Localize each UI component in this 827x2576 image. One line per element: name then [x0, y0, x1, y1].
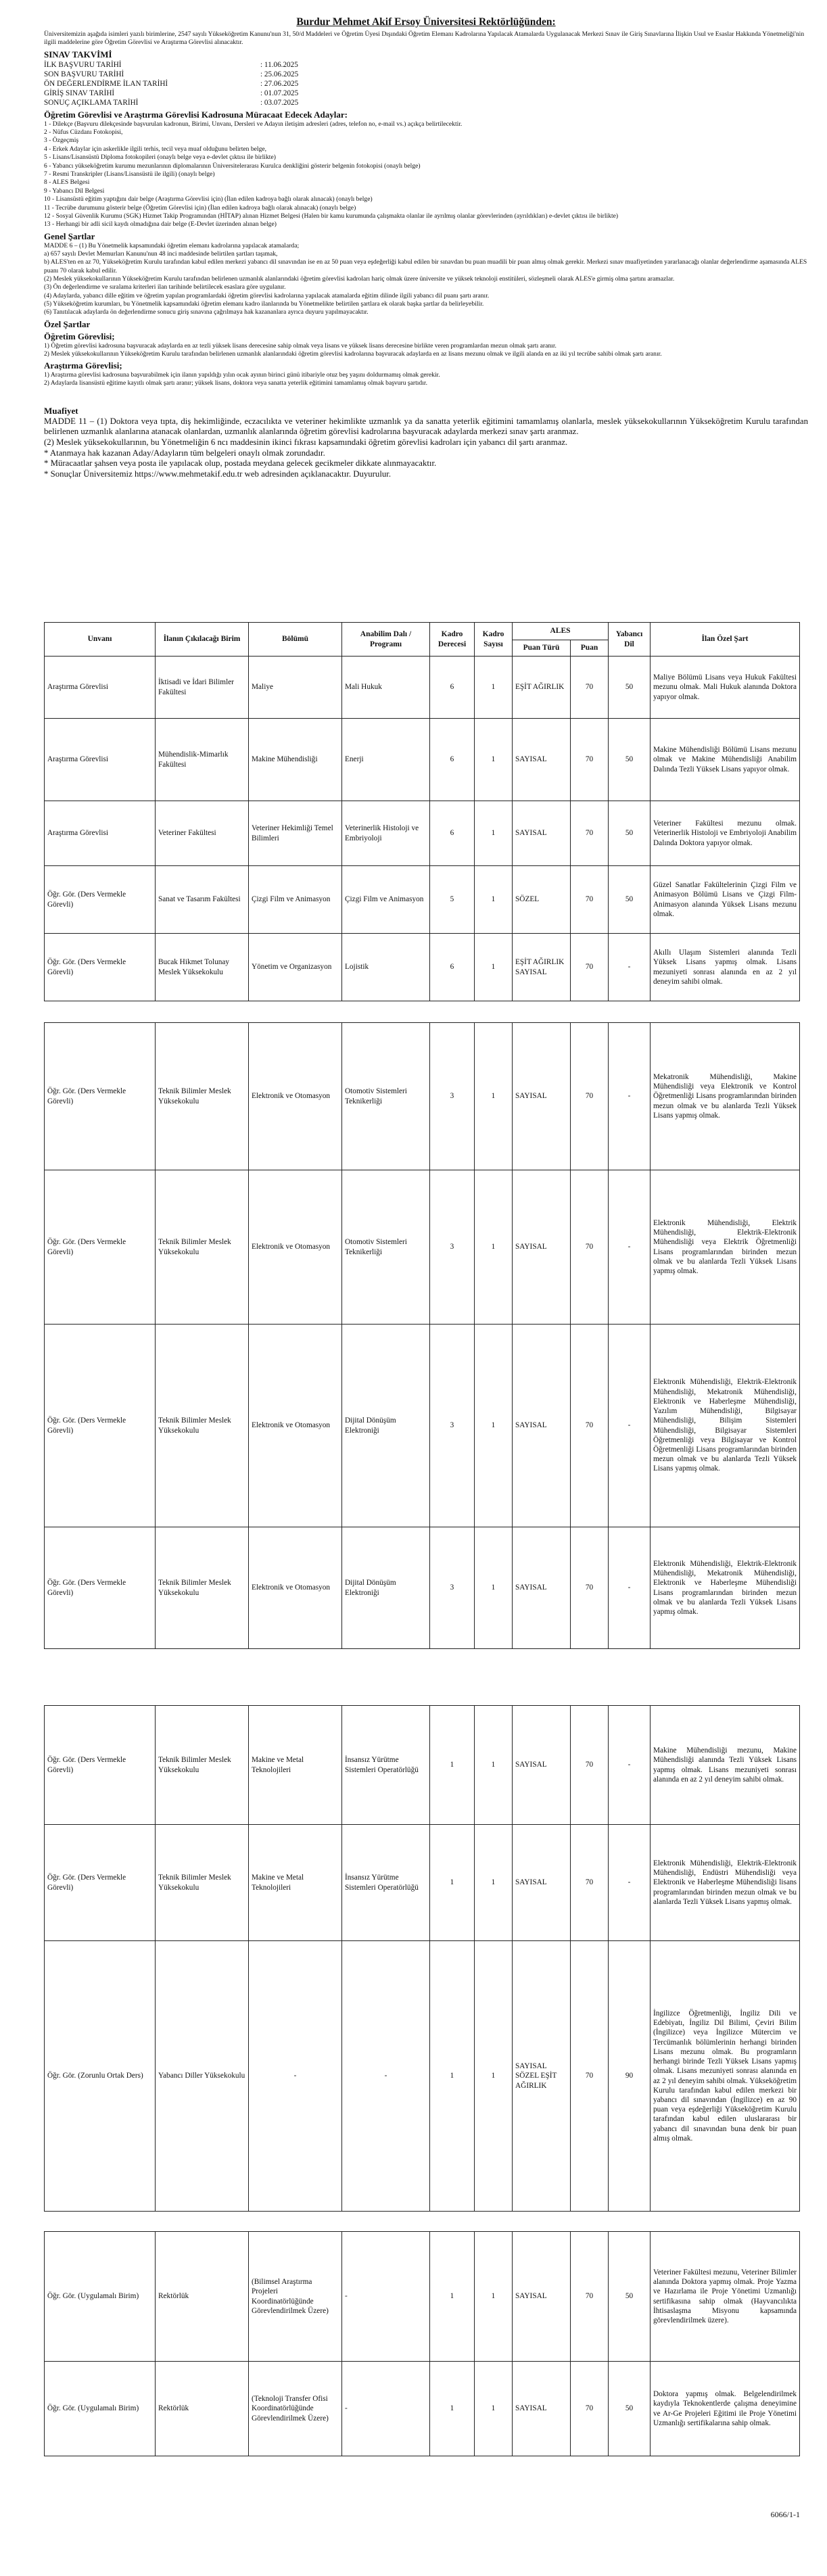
cell-department: Maliye — [249, 657, 342, 719]
cell-title: Öğr. Gör. (Zorunlu Ortak Ders) — [45, 1941, 156, 2212]
document-item: 11 - Tecrübe durumunu gösterir belge (Öğretim Görevlisi için) (İlan edilen kadroya bağlı olarak alınacak) (onaylı belge) — [44, 204, 356, 212]
general-paragraph: (4) Adaylarda, yabancı dille eğitim ve öğretim yapılan programlardaki öğretim görevlisi kadrolarına yapılacak atamalarda eğitim dilinde ilgili yabancı dil puanı şartı aranır. — [44, 291, 490, 300]
cell-special-condition: Elektronik Mühendisliği, Elektrik-Elektronik Mühendisliği, Mekatronik Mühendisliği, Elektronik ve Haberleşme Mühendisliği, Yazılım Mühendisliği, Bilgisayar Mühendisliği, Bilişim Sistemleri Mühendisliği, Bilgisayar Sistemleri Öğretmenliği veya Bilgisayar ve Kontrol Öğretmenliği Lisans programlarından birinden mezun olmak ve bu alanlarda Tezli Yüksek Lisans yapmış olmak. — [651, 1325, 800, 1527]
cell-unit: Bucak Hikmet Tolunay Meslek Yüksekokulu — [156, 934, 249, 1001]
cell-unit: Veteriner Fakültesi — [156, 801, 249, 866]
note-line: * Müracaatlar şahsen veya posta ile yapılacak olup, postada meydana gelecek gecikmeler dikkate alınmayacaktır. — [44, 458, 437, 469]
cell-department: Elektronik ve Otomasyon — [249, 1170, 342, 1325]
special-paragraph: 1) Araştırma görevlisi kadrosuna başvurabilmek için ilanın yapıldığı yılın ocak ayının birinci günü itibariyle otuz beş yaşını doldurmamış olmak gerekir. — [44, 371, 440, 379]
positions-table-3 — [44, 1705, 800, 2212]
calendar-date: : 27.06.2025 — [260, 79, 299, 88]
cell-score-type: EŞİT AĞIRLIK SAYISAL — [513, 934, 571, 1001]
header-unit: İlanın Çıkılacağı Birim — [156, 623, 249, 657]
special-paragraph: 1) Öğretim görevlisi kadrosuna başvuracak adaylarda en az tezli yüksek lisans derecesine sahip olmak veya lisans ve yüksek lisans derecesine birlikte veren programlardan mezun olmak şartı aranır. — [44, 341, 557, 350]
cell-unit: Teknik Bilimler Meslek Yüksekokulu — [156, 1527, 249, 1649]
document-item: 10 - Lisansüstü eğitim yaptığını dair belge (Araştırma Görevlisi için) (İlan edilen kadroya bağlı olarak alınacak) (onaylı belge) — [44, 195, 373, 204]
document-item: 7 - Resmi Transkripler (Lisans/Lisansüstü ile ilgili) (onaylı belge) — [44, 170, 215, 178]
cell-program: Dijital Dönüşüm Elektroniği — [342, 1527, 430, 1649]
cell-department: (Bilimsel Araştırma Projeleri Koordinatörlüğünde Görevlendirilmek Üzere) — [249, 2232, 342, 2362]
cell-score: 70 — [571, 801, 609, 866]
cell-language: - — [609, 1170, 651, 1325]
cell-score-type: SAYISAL — [513, 2232, 571, 2362]
cell-score: 70 — [571, 1825, 609, 1941]
document-item: 2 - Nüfus Cüzdanı Fotokopisi, — [44, 128, 123, 136]
cell-degree: 6 — [430, 719, 475, 801]
calendar-date: : 25.06.2025 — [260, 70, 299, 78]
cell-title: Öğr. Gör. (Ders Vermekle Görevli) — [45, 1170, 156, 1325]
lecturer-subheading: Öğretim Görevlisi; — [44, 331, 115, 341]
calendar-label: ÖN DEĞERLENDİRME İLAN TARİHİ — [44, 79, 168, 88]
cell-degree: 3 — [430, 1170, 475, 1325]
calendar-date: : 03.07.2025 — [260, 98, 299, 107]
lecturer-conditions — [44, 342, 808, 359]
cell-program: Enerji — [342, 719, 430, 801]
general-paragraph: a) 657 sayılı Devlet Memurları Kanunu'nun 48 inci maddesinde belirtilen şartları taşımak, — [44, 250, 278, 258]
cell-degree: 6 — [430, 934, 475, 1001]
document-item: 12 - Sosyal Güvenlik Kurumu (SGK) Hizmet Takip Programından (HİTAP) alınan Hizmet Belgesi (Halen bir kamu kurumunda çalışmakta olanlar ile ayrılmış olanlar görevlerinden (ayrıldıkları) e-devlet çıktısı ile birlikte) — [44, 212, 619, 220]
general-paragraph: (6) Tanıtılacak adaylarda ön değerlendirme sonucu giriş sınavına çağrılmaya hak kazananlara ayrıca duyuru yapılmayacaktır. — [44, 308, 369, 316]
table-row — [45, 1941, 800, 2212]
table-row — [45, 719, 800, 801]
cell-special-condition: Maliye Bölümü Lisans veya Hukuk Fakültesi mezunu olmak. Mali Hukuk alanında Doktora yapıyor olmak. — [651, 657, 800, 719]
cell-program: Çizgi Film ve Animasyon — [342, 866, 430, 934]
general-paragraph: (5) Yükseköğretim kurumları, bu Yönetmelik kapsamındaki öğretim elemanı kadro ilanlarında bu Yönetmelikte belirtilen şartlara ek olarak başka şartlar da belirleyebilir. — [44, 300, 484, 308]
table-row — [45, 801, 800, 866]
cell-score-type: SAYISAL — [513, 1527, 571, 1649]
cell-unit: Sanat ve Tasarım Fakültesi — [156, 866, 249, 934]
header-title: Unvanı — [45, 623, 156, 657]
cell-program: - — [342, 2232, 430, 2362]
research-assistant-conditions — [44, 371, 808, 388]
cell-special-condition: Elektronik Mühendisliği, Elektrik-Elektronik Mühendisliği, Endüstri Mühendisliği veya Elektronik ve Haberleşme Mühendisliği lisans programlarından birinden mezun olmak ve bu alanlarda Tezli Yüksek Lisans yapmış olmak. — [651, 1825, 800, 1941]
cell-department: (Teknoloji Transfer Ofisi Koordinatörlüğünde Görevlendirilmek Üzere) — [249, 2362, 342, 2456]
document-item: 6 - Yabancı yükseköğretim kurumu mezunlarının diplomalarının Üniversitelerarası Kurulca denkliğini gösterir belgenin fotokopisi (onaylı belge) — [44, 162, 421, 170]
calendar-row — [44, 79, 808, 89]
cell-degree: 6 — [430, 801, 475, 866]
cell-count: 1 — [475, 1170, 513, 1325]
cell-department: Elektronik ve Otomasyon — [249, 1325, 342, 1527]
cell-title: Öğr. Gör. (Uygulamalı Birim) — [45, 2362, 156, 2456]
positions-table-1 — [44, 622, 800, 1001]
cell-program: Mali Hukuk — [342, 657, 430, 719]
page-title: Burdur Mehmet Akif Ersoy Üniversitesi Rektörlüğünden: — [296, 16, 556, 28]
header-count: Kadro Sayısı — [475, 623, 513, 657]
calendar-label: GİRİŞ SINAV TARİHİ — [44, 89, 115, 97]
cell-score-type: SAYISAL — [513, 1706, 571, 1825]
cell-special-condition: Akıllı Ulaşım Sistemleri alanında Tezli Yüksek Lisans yapmış olmak. Lisans mezuniyeti sonrası alanında en az 2 yıl deneyim sahibi olmak. — [651, 934, 800, 1001]
general-conditions — [44, 242, 808, 317]
calendar-row — [44, 89, 808, 98]
cell-unit: Yabancı Diller Yüksekokulu — [156, 1941, 249, 2212]
cell-unit: Teknik Bilimler Meslek Yüksekokulu — [156, 1325, 249, 1527]
cell-degree: 3 — [430, 1023, 475, 1170]
cell-language: - — [609, 1023, 651, 1170]
cell-count: 1 — [475, 1023, 513, 1170]
cell-title: Araştırma Görevlisi — [45, 801, 156, 866]
cell-degree: 6 — [430, 657, 475, 719]
cell-department: - — [249, 1941, 342, 2212]
calendar-label: İLK BAŞVURU TARİHİ — [44, 60, 122, 69]
cell-department: Makine ve Metal Teknolojileri — [249, 1706, 342, 1825]
header-department: Bölümü — [249, 623, 342, 657]
cell-title: Öğr. Gör. (Ders Vermekle Görevli) — [45, 1325, 156, 1527]
cell-score: 70 — [571, 719, 609, 801]
cell-count: 1 — [475, 2232, 513, 2362]
calendar-heading: SINAV TAKVİMİ — [44, 49, 112, 59]
document-item: 4 - Erkek Adaylar için askerlikle ilgili terhis, tecil veya muaf olduğunu belirten belge, — [44, 145, 267, 153]
cell-score: 70 — [571, 1941, 609, 2212]
document-item: 13 - Herhangi bir adli sicil kaydı olmadığına dair belge (E-Devlet üzerinden alınan belge) — [44, 220, 277, 229]
cell-score-type: SAYISAL — [513, 1825, 571, 1941]
cell-department: Yönetim ve Organizasyon — [249, 934, 342, 1001]
exam-calendar — [44, 60, 808, 108]
cell-title: Öğr. Gör. (Ders Vermekle Görevli) — [45, 866, 156, 934]
cell-degree: 1 — [430, 1825, 475, 1941]
cell-score-type: EŞİT AĞIRLIK — [513, 657, 571, 719]
cell-degree: 1 — [430, 2232, 475, 2362]
exemption-paragraph: MADDE 11 – (1) Doktora veya tıpta, diş hekimliğinde, eczacılıkta ve veteriner hekimlikte uzmanlık ya da sanatta yeterlik eğitimini tamamlamış olanlarla, meslek yüksekokullarının Yükseköğretim Kurulu tarafından belirlenen uzmanlık alanlarına atanacak olanlardan, uzmanlık alanlarında öğretim görevlisi kadrolarına başvuracak adaylarda merkezi sınav şartı aranmaz. — [44, 416, 808, 437]
cell-unit: İktisadi ve İdari Bilimler Fakültesi — [156, 657, 249, 719]
cell-unit: Teknik Bilimler Meslek Yüksekokulu — [156, 1023, 249, 1170]
table-row — [45, 1527, 800, 1649]
header-score-type: Puan Türü — [513, 640, 571, 657]
cell-special-condition: Veteriner Fakültesi mezunu olmak. Veterinerlik Histoloji ve Embriyoloji Anabilim Dalında Doktora yapıyor olmak. — [651, 801, 800, 866]
cell-language: - — [609, 1527, 651, 1649]
note-line: * Sonuçlar Üniversitemiz https://www.mehmetakif.edu.tr web adresinden açıklanacaktır. Duyurulur. — [44, 469, 392, 479]
general-paragraph: (2) Meslek yüksekokullarının Yükseköğretim Kurulu tarafından belirlenen uzmanlık alanlarındaki öğretim görevlisi kadroları hariç olmak üzere üniversite ve yüksek teknoloji enstitüleri, sözleşmeli olarak ALES'e girmiş olma şartını aramazlar. — [44, 275, 675, 283]
table-row — [45, 1023, 800, 1170]
cell-department: Makine Mühendisliği — [249, 719, 342, 801]
cell-count: 1 — [475, 1706, 513, 1825]
cell-language: - — [609, 1706, 651, 1825]
document-item: 3 - Özgeçmiş — [44, 137, 79, 145]
cell-score: 70 — [571, 866, 609, 934]
cell-language: - — [609, 934, 651, 1001]
cell-program: İnsansız Yürütme Sistemleri Operatörlüğü — [342, 1706, 430, 1825]
cell-score: 70 — [571, 657, 609, 719]
cell-department: Çizgi Film ve Animasyon — [249, 866, 342, 934]
note-line: * Atanmaya hak kazanan Aday/Adayların tüm belgeleri onaylı olmak zorundadır. — [44, 448, 325, 458]
header-score: Puan — [571, 640, 609, 657]
cell-score: 70 — [571, 1325, 609, 1527]
cell-special-condition: Makine Mühendisliği mezunu, Makine Mühendisliği alanında Tezli Yüksek Lisans yapmış olmak. Lisans mezuniyeti sonrası alanında en az 2 yıl deneyim sahibi olmak. — [651, 1706, 800, 1825]
cell-score-type: SAYISAL — [513, 1325, 571, 1527]
cell-score: 70 — [571, 934, 609, 1001]
cell-special-condition: Mekatronik Mühendisliği, Makine Mühendisliği veya Elektronik ve Kontrol Öğretmenliği Lisans programlarından birinden mezun olmak ve bu alanlarda Tezli Yüksek Lisans yapmış olmak. — [651, 1023, 800, 1170]
research-assistant-subheading: Araştırma Görevlisi; — [44, 360, 122, 371]
cell-degree: 3 — [430, 1325, 475, 1527]
cell-program: Otomotiv Sistemleri Teknikerliği — [342, 1170, 430, 1325]
calendar-date: : 01.07.2025 — [260, 89, 299, 97]
special-conditions-heading: Özel Şartlar — [44, 318, 91, 329]
cell-score-type: SAYISAL SÖZEL EŞİT AĞIRLIK — [513, 1941, 571, 2212]
header-program: Anabilim Dalı / Programı — [342, 623, 430, 657]
calendar-label: SONUÇ AÇIKLAMA TARİHİ — [44, 98, 139, 107]
cell-title: Araştırma Görevlisi — [45, 719, 156, 801]
cell-program: Lojistik — [342, 934, 430, 1001]
cell-degree: 1 — [430, 1706, 475, 1825]
cell-language: 50 — [609, 2232, 651, 2362]
header-language: Yabancı Dil — [609, 623, 651, 657]
cell-program: Veterinerlik Histoloji ve Embriyoloji — [342, 801, 430, 866]
positions-table-2 — [44, 1022, 800, 1649]
table-row — [45, 657, 800, 719]
cell-title: Öğr. Gör. (Ders Vermekle Görevli) — [45, 934, 156, 1001]
exemption-section — [44, 416, 808, 480]
cell-special-condition: Doktora yapmış olmak. Belgelendirilmek kaydıyla Teknokentlerde çalışma deneyimine ve Ar-Ge Projeleri Eğitimi ile Proje Yönetimi Uzmanlığı sertifikalarına sahip olmak. — [651, 2362, 800, 2456]
cell-special-condition: Güzel Sanatlar Fakültelerinin Çizgi Film ve Animasyon Bölümü Lisans ve Çizgi Film-Animasyon alanında Yüksek Lisans mezunu olmak. — [651, 866, 800, 934]
calendar-row — [44, 70, 808, 79]
cell-language: - — [609, 1825, 651, 1941]
calendar-row — [44, 98, 808, 108]
cell-title: Öğr. Gör. (Ders Vermekle Görevli) — [45, 1706, 156, 1825]
documents-heading: Öğretim Görevlisi ve Araştırma Görevlisi Kadrosuna Müracaat Edecek Adaylar: — [44, 109, 348, 120]
general-paragraph: b) ALES'ten en az 70, Yükseköğretim Kurulu tarafından kabul edilen merkezi yabancı dil sınavından ise en az 50 puan veya eşdeğerliği kabul edilen bir sınavdan bu puan muadili bir puan almış olmak gerekir. Merkezi sınav muafiyetinden yararlanacağı olanlar değerlendirme aşamasında ALES puanı 70 olarak kabul edilir. — [44, 258, 807, 275]
cell-language: 90 — [609, 1941, 651, 2212]
cell-language: 50 — [609, 657, 651, 719]
cell-score: 70 — [571, 2362, 609, 2456]
cell-count: 1 — [475, 866, 513, 934]
cell-degree: 1 — [430, 1941, 475, 2212]
special-paragraph: 2) Adaylarda lisansüstü eğitime kayıtlı olmak şartı aranır; yüksek lisans, doktora veya sanatta yeterlik eğitimini tamamlamış olmak başvuru şartıdır. — [44, 379, 427, 387]
cell-program: İnsansız Yürütme Sistemleri Operatörlüğü — [342, 1825, 430, 1941]
header-degree: Kadro Derecesi — [430, 623, 475, 657]
cell-score: 70 — [571, 1023, 609, 1170]
cell-count: 1 — [475, 657, 513, 719]
required-documents-list — [44, 120, 808, 229]
table-row — [45, 1170, 800, 1325]
cell-department: Veteriner Hekimliği Temel Bilimleri — [249, 801, 342, 866]
document-code: 6066/1-1 — [770, 2510, 800, 2519]
cell-unit: Teknik Bilimler Meslek Yüksekokulu — [156, 1825, 249, 1941]
cell-department: Makine ve Metal Teknolojileri — [249, 1825, 342, 1941]
cell-special-condition: Veteriner Fakültesi mezunu, Veteriner Bilimler alanında Doktora yapmış olmak. Proje Yazma ve Hazırlama ile Proje Yönetimi Uzmanlığı sertifikasına sahip olmak (Hayvancılıkta İhtisaslaşma Misyonu kapsamında görevlendirilmek üzere). — [651, 2232, 800, 2362]
cell-degree: 1 — [430, 2362, 475, 2456]
positions-table-4 — [44, 2231, 800, 2456]
cell-department: Elektronik ve Otomasyon — [249, 1023, 342, 1170]
cell-score-type: SAYISAL — [513, 801, 571, 866]
cell-count: 1 — [475, 2362, 513, 2456]
cell-count: 1 — [475, 1941, 513, 2212]
cell-score-type: SAYISAL — [513, 1023, 571, 1170]
cell-score: 70 — [571, 1706, 609, 1825]
document-item: 1 - Dilekçe (Başvuru dilekçesinde başvurulan kadronun, Birimi, Unvanı, Dersleri ve Adayın iletişim adresleri (adres, telefon no, e-mail vs.) açıkça belirtilecektir. — [44, 120, 463, 128]
announcement-page — [44, 0, 808, 2576]
general-conditions-heading: Genel Şartlar — [44, 231, 95, 241]
intro-paragraph: Üniversitemizin aşağıda isimleri yazılı birimlerine, 2547 sayılı Yükseköğretim Kanunu'nun 31, 50/d Maddeleri ve Öğretim Üyesi Dışındaki Öğretim Elemanı Kadrolarına Yapılacak Atamalarda Uygulanacak Merkezi Sınav ile Giriş Sınavlarına İlişkin Usul ve Esaslar Hakkında Yönetmeliği'nin ilgili maddelerine göre Öğretim Görevlisi ve Araştırma Görevlisi alınacaktır. — [44, 30, 805, 47]
cell-degree: 5 — [430, 866, 475, 934]
cell-count: 1 — [475, 1325, 513, 1527]
cell-score: 70 — [571, 1170, 609, 1325]
cell-count: 1 — [475, 934, 513, 1001]
cell-language: 50 — [609, 801, 651, 866]
cell-program: Dijital Dönüşüm Elektroniği — [342, 1325, 430, 1527]
exemption-heading: Muafiyet — [44, 405, 78, 416]
table-row — [45, 1706, 800, 1825]
cell-department: Elektronik ve Otomasyon — [249, 1527, 342, 1649]
cell-title: Öğr. Gör. (Uygulamalı Birim) — [45, 2232, 156, 2362]
cell-score: 70 — [571, 1527, 609, 1649]
cell-language: 50 — [609, 2362, 651, 2456]
cell-special-condition: Elektronik Mühendisliği, Elektrik-Elektronik Mühendisliği, Mekatronik Mühendisliği, Elektronik ve Haberleşme Mühendisliği Lisans programlarından birinden mezun olmak ve bu alanlarda Tezli Yüksek Lisans yapmış olmak. — [651, 1527, 800, 1649]
cell-unit: Teknik Bilimler Meslek Yüksekokulu — [156, 1706, 249, 1825]
cell-language: 50 — [609, 719, 651, 801]
cell-score-type: SAYISAL — [513, 719, 571, 801]
cell-count: 1 — [475, 1527, 513, 1649]
exemption-paragraph: (2) Meslek yüksekokullarının, bu Yönetmeliğin 6 ncı maddesinin ikinci fıkrası kapsamındaki öğretim görevlisi kadroları için yabancı dil şartı aranmaz. — [44, 437, 568, 447]
cell-title: Öğr. Gör. (Ders Vermekle Görevli) — [45, 1527, 156, 1649]
cell-program: - — [342, 2362, 430, 2456]
cell-special-condition: İngilizce Öğretmenliği, İngiliz Dili ve Edebiyatı, İngiliz Dil Bilimi, Çeviri Bilim (İngilizce) veya İngilizce Mütercim ve Tercümanlık bölümlerinin herhangi birinden Lisans mezunu olmak. Bu programların herhangi birinde Tezli Yüksek Lisans yapmış olmak. Lisans mezuniyeti sonrası alanında en az 2 yıl deneyim sahibi olmak. Yükseköğretim Kurulu tarafından kabul edilen merkezi bir yabancı dil sınavından (İngilizce) en az 90 puan veya eşdeğerliği Yükseköğretim Kurulu tarafından kabul edilen uluslararası bir yabancı dil sınavından buna denk bir puan almış olmak. — [651, 1941, 800, 2212]
cell-title: Öğr. Gör. (Ders Vermekle Görevli) — [45, 1023, 156, 1170]
cell-program: - — [342, 1941, 430, 2212]
cell-score: 70 — [571, 2232, 609, 2362]
cell-unit: Rektörlük — [156, 2362, 249, 2456]
cell-unit: Teknik Bilimler Meslek Yüksekokulu — [156, 1170, 249, 1325]
calendar-date: : 11.06.2025 — [260, 60, 298, 69]
general-paragraph: (3) Ön değerlendirme ve sıralama kriterleri ilan tarihinde belirtilecek esaslara göre uygulanır. — [44, 283, 286, 291]
cell-score-type: SÖZEL — [513, 866, 571, 934]
table-row — [45, 934, 800, 1001]
cell-unit: Mühendislik-Mimarlık Fakültesi — [156, 719, 249, 801]
cell-degree: 3 — [430, 1527, 475, 1649]
table-row — [45, 1825, 800, 1941]
cell-special-condition: Makine Mühendisliği Bölümü Lisans mezunu olmak ve Makine Mühendisliği Anabilim Dalında Tezli Yüksek Lisans yapıyor olmak. — [651, 719, 800, 801]
cell-special-condition: Elektronik Mühendisliği, Elektrik Mühendisliği, Elektrik-Elektronik Mühendisliği veya Elektrik Öğretmenliği Lisans programlarından birinden mezun olmak ve bu alanlarda Tezli Yüksek Lisans yapmış olmak. — [651, 1170, 800, 1325]
document-item: 9 - Yabancı Dil Belgesi — [44, 187, 105, 195]
table-row — [45, 866, 800, 934]
table-row — [45, 1325, 800, 1527]
document-item: 8 - ALES Belgesi — [44, 178, 90, 187]
header-ales: ALES — [513, 623, 609, 640]
calendar-label: SON BAŞVURU TARİHİ — [44, 70, 124, 78]
cell-unit: Rektörlük — [156, 2232, 249, 2362]
special-paragraph: 2) Meslek yüksekokullarının Yükseköğretim Kurulu tarafından belirlenen uzmanlık alanlarındaki öğretim görevlisi kadrolarına başvuracak adaylarda en az lisans mezunu olmak ve ilgili alanda en az iki yıl tecrübe sahibi olmak şartı aranır. — [44, 350, 662, 358]
cell-count: 1 — [475, 719, 513, 801]
cell-program: Otomotiv Sistemleri Teknikerliği — [342, 1023, 430, 1170]
document-item: 5 - Lisans/Lisansüstü Diploma fotokopileri (onaylı belge veya e-devlet çıktısı ile birlikte) — [44, 153, 276, 162]
general-paragraph: MADDE 6 – (1) Bu Yönetmelik kapsamındaki öğretim elemanı kadrolarına yapılacak atamalarda; — [44, 241, 300, 249]
cell-language: - — [609, 1325, 651, 1527]
table-row — [45, 2362, 800, 2456]
cell-count: 1 — [475, 1825, 513, 1941]
cell-title: Öğr. Gör. (Ders Vermekle Görevli) — [45, 1825, 156, 1941]
calendar-row — [44, 60, 808, 70]
cell-count: 1 — [475, 801, 513, 866]
cell-language: 50 — [609, 866, 651, 934]
cell-title: Araştırma Görevlisi — [45, 657, 156, 719]
cell-score-type: SAYISAL — [513, 1170, 571, 1325]
table-row — [45, 2232, 800, 2362]
cell-score-type: SAYISAL — [513, 2362, 571, 2456]
header-special-condition: İlan Özel Şart — [651, 623, 800, 657]
